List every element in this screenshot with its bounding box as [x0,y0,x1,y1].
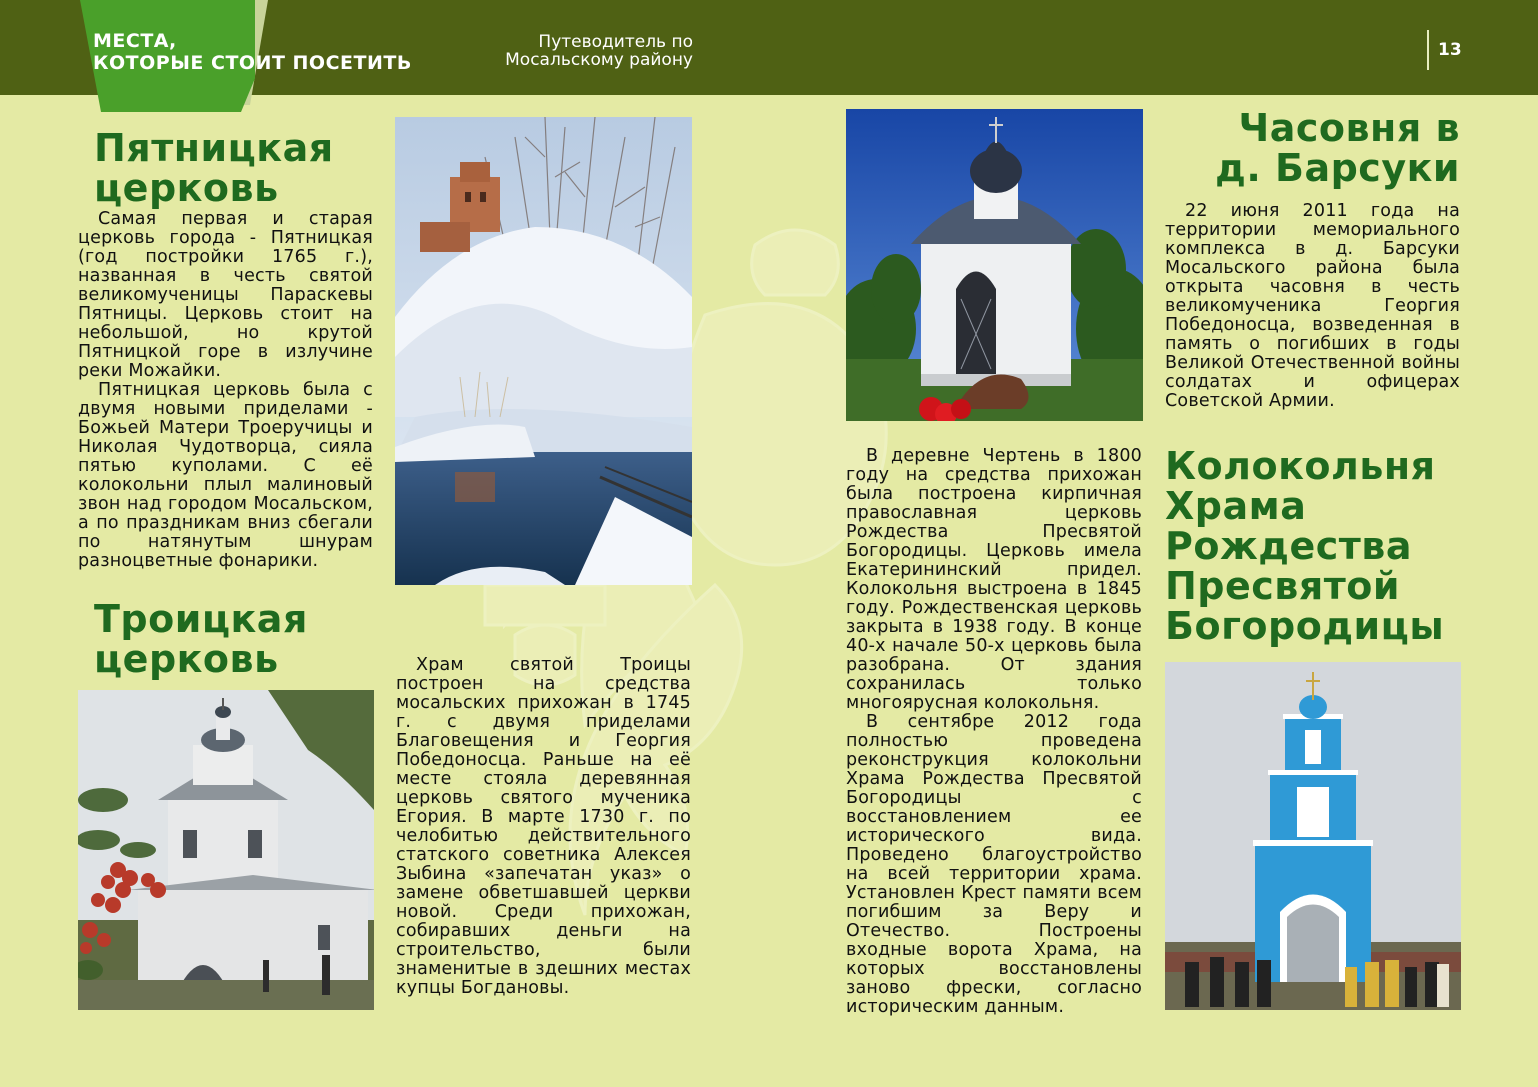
pyatnitskaya-title: Пятницкая церковь [94,126,334,210]
troitskaya-church-photo [78,690,374,1010]
chapel-barsuki-photo [846,109,1143,421]
pyatnitskaya-paragraph-2: Пятницкая церковь была с двумя новыми приделами - Божьей Матери Троеручицы и Николая Чудотворца, сияла пятью куполами. С её колокольни плыл малиновый звон над городом Мосальском, а по праздникам вниз сбегали по натянутым шнурам разноцветные фонарики. [78,380,373,571]
pyatnitskaya-church-winter-photo [395,117,692,585]
pyatnitskaya-text [78,210,373,571]
page-number-divider [1427,30,1429,70]
troitskaya-paragraph-1: Храм святой Троицы построен на средства мосальских прихожан в 1745 г. с двумя приделами Благовещения и Георгия Победоносца. Раньше на её месте стояла деревянная церковь святого мученика Егория. В марте 1730 г. по челобитью действительного статского советника Алексея Зыбина «запечатан указ» о замене обветшавшей церкви новой. Среди прихожан, собиравших деньги на строительство, были знаменитые в здешних местах купцы Богдановы. [396,655,691,998]
kolokolnya-title: Колокольня Храма Рождества Пресвятой Богородицы [1165,444,1445,648]
troitskaya-title: Троицкая церковь [94,597,308,681]
chasovnya-paragraph-1: 22 июня 2011 года на территории мемориального комплекса в д. Барсуки Мосальского района была открыта часовня в честь великомученика Георгия Победоносца, возведенная в память о погибших в годы Великой Отечественной войны солдатах и офицерах Советской Армии. [1165,201,1460,411]
section-title: МЕСТА, КОТОРЫЕ СТОИТ ПОСЕТИТЬ [93,30,412,74]
rozhdestvo-paragraph-1: В деревне Чертень в 1800 году на средства прихожан была построена кирпичная православная церковь Рождества Пресвятой Богородицы. Церковь имела Екатерининский придел. Колокольня выстроена в 1845 году. Рождественская церковь закрыта в 1938 году. В конце 40-х начале 50-х церковь была разобрана. От здания сохранилась только многоярусная колокольня. [846,446,1142,713]
guide-title: Путеводитель по Мосальскому району [505,32,693,70]
chasovnya-text [1165,202,1460,411]
rozhdestvo-paragraph-2: В сентябре 2012 года полностью проведена реконструкция колокольни Храма Рождества Пресвятой Богородицы с восстановлением ее исторического вида. Проведено благоустройство на всей территории храма. Установлен Крест памяти всем погибшим за Веру и Отечество. Построены входные ворота Храма, на которых восстановлены заново фрески, согласно историческим данным. [846,712,1142,1017]
page-number: 13 [1438,40,1462,60]
rozhdestvo-text [846,447,1142,1017]
chasovnya-title: Часовня в д. Барсуки [1215,106,1460,190]
bell-tower-photo [1165,662,1461,1010]
pyatnitskaya-paragraph-1: Самая первая и старая церковь города - Пятницкая (год постройки 1765 г.), названная в честь святой великомученицы Параскевы Пятницы. Церковь стоит на небольшой, но крутой Пятницкой горе в излучине реки Можайки. [78,209,373,381]
troitskaya-text [396,656,691,998]
